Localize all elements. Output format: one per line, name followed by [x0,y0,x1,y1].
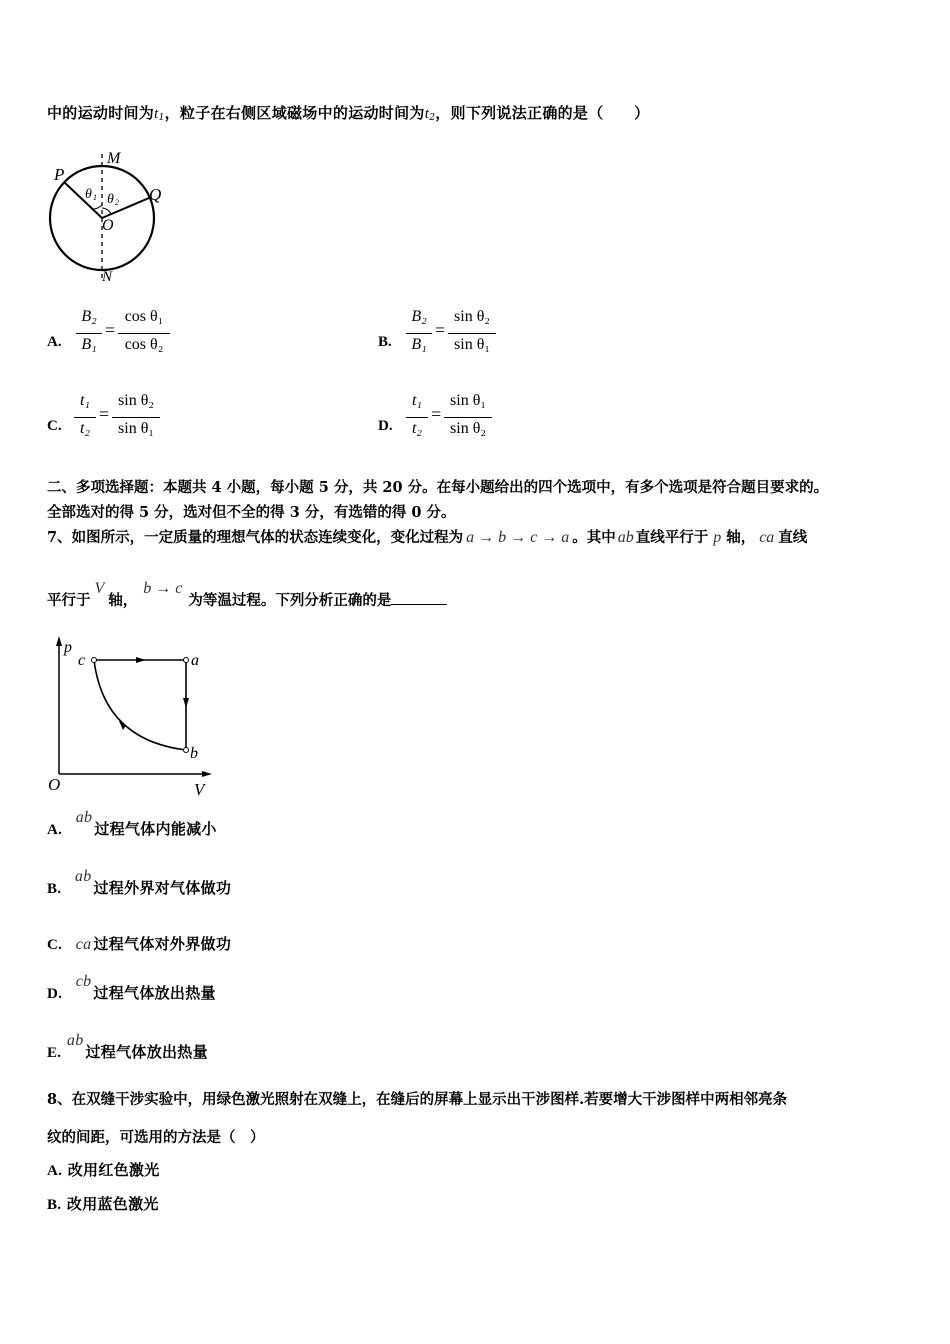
q7-option-d-proc: cb [75,973,92,990]
q7-option-c-proc: ca [75,936,92,953]
q6-option-b-lhs-den: B₁ [411,336,427,353]
q7-answer-blank[interactable] [391,592,447,605]
point-b [184,748,189,753]
q6-option-d-label[interactable]: D. [378,418,393,434]
q6-option-c-lhs-num: t₁ [79,392,90,409]
q6-option-c-eq: = [99,404,110,424]
q7-bc: b → c [143,580,183,597]
q8-line1: 8、在双缝干涉实验中，用绿色激光照射在双缝上，在缝后的屏幕上显示出干涉图样.若要增大干涉图样中两相邻亮条 [47,1091,788,1108]
bc-curve [94,660,186,750]
q8-option-a[interactable] [47,1159,160,1180]
q7-option-d-text: 过程气体放出热量 [93,984,216,1002]
q7-option-e-proc: ab [66,1032,84,1049]
q7-option-c[interactable] [47,933,231,954]
q7-line1-c: 直线平行于 [635,529,709,546]
q7-option-a-label: A. [47,822,63,838]
graph-label-a: a [191,652,199,669]
theta2-arc [102,208,111,214]
q6-option-c-rhs-den: sin θ₁ [118,420,154,437]
q7-option-e-label: E. [47,1045,62,1061]
q6-option-a-eq: = [105,320,116,340]
q8-option-b-text: 改用蓝色激光 [66,1195,159,1213]
label-theta1-sub: 1 [93,193,97,202]
q6-stem-part1: 中的运动时间为 [47,104,155,122]
q7-option-b[interactable] [47,868,232,898]
q7-line1-d: 轴， [726,529,756,546]
q7-option-b-label: B. [47,881,62,897]
q7-line2-c: 为等温过程。下列分析正确的是 [188,592,392,609]
q8-option-b-label: B. [47,1197,62,1213]
section2-line1: 二、多项选择题：本题共 4 小题，每小题 5 分，共 20 分。在每小题给出的四个选项中，有多个选项是符合题目要求的。 [47,479,829,496]
q6-option-a-label[interactable]: A. [47,334,62,350]
q7-option-a-proc: ab [75,809,93,826]
q6-option-a-rhs [116,308,172,358]
section2-line2: 全部选对的得 5 分，选对但不全的得 3 分，有选错的得 0 分。 [47,504,456,521]
label-theta1: θ [85,187,92,202]
q6-option-c-rhs-num: sin θ₂ [118,392,154,409]
q6-option-b-rhs-den: sin θ₁ [454,336,490,353]
q8-option-a-label: A. [47,1163,63,1179]
q7-option-e[interactable] [47,1032,208,1062]
q6-stem-part3: ，则下列说法正确的是（ ） [435,104,650,122]
graph-label-V: V [194,780,205,799]
label-Q: Q [149,185,162,204]
q7-option-a-text: 过程气体内能减小 [94,820,217,838]
q7-option-d[interactable] [47,973,216,1003]
q6-option-d-lhs-den: t₂ [411,420,422,437]
label-P: P [54,165,65,184]
point-a [184,658,189,663]
q6-t1: t [154,106,159,122]
q6-option-a-rhs-num: cos θ₁ [124,308,164,325]
q7-option-b-text: 过程外界对气体做功 [93,879,232,897]
q7-line1 [47,526,807,547]
point-c [92,658,97,663]
q7-ca: ca [759,529,775,546]
q7-line1-b: 。其中 [572,529,616,546]
label-O: O [102,217,114,234]
q6-option-d-lhs [404,392,430,442]
graph-label-c: c [78,652,86,669]
graph-label-p: p [64,639,72,656]
q6-option-d-rhs-num: sin θ₁ [450,392,486,409]
label-theta2: θ [107,192,114,207]
q6-t2-sub: 2 [429,113,436,123]
q7-line2 [47,580,447,610]
q7-line1-a: 7、如图所示，一定质量的理想气体的状态连续变化，变化过程为 [47,529,464,546]
q7-p-axis: p [713,529,722,546]
label-M: M [107,150,121,167]
q6-option-d-rhs-den: sin θ₂ [450,420,486,437]
q7-process: a → b → c → a [466,529,570,546]
q6-t2: t [424,106,430,122]
label-theta2-sub: 2 [115,198,119,207]
q8-option-b[interactable] [47,1193,159,1214]
q6-option-b-eq: = [435,320,446,340]
graph-label-b: b [190,745,198,762]
q6-t1-sub: 1 [158,113,165,123]
q6-option-c-lhs-den: t₂ [79,420,90,437]
q7-option-c-text: 过程气体对外界做功 [93,935,232,953]
graph-label-O: O [48,775,61,794]
q6-option-d-eq: = [431,404,442,424]
q6-circle-figure [45,148,175,288]
q7-ab: ab [617,529,634,546]
q7-option-a[interactable] [47,809,217,839]
v-axis-arrow [202,771,212,777]
q6-option-a-lhs-num: B₂ [81,308,97,325]
q6-option-a-rhs-den: cos θ₂ [124,336,164,353]
p-axis-arrow [56,636,62,646]
q6-option-c-rhs [110,392,162,442]
q6-option-b-lhs-num: B₂ [411,308,427,325]
q6-option-c-lhs [72,392,98,442]
q6-option-b-rhs [446,308,498,358]
ab-arrow [183,698,189,708]
q6-option-a-lhs [74,308,104,358]
q6-option-b-label[interactable]: B. [378,334,392,350]
q6-stem-part2: ，粒子在右侧区域磁场中的运动时间为 [164,104,425,122]
ca-arrow [136,657,146,663]
q7-V-axis: V [94,580,105,597]
theta1-arc [92,205,102,209]
q6-option-b-rhs-num: sin θ₂ [454,308,490,325]
q7-option-c-label: C. [47,937,63,953]
q8-option-a-text: 改用红色激光 [67,1161,160,1179]
label-N: N [102,269,113,285]
q7-line2-b: 轴， [108,592,138,609]
q7-option-d-label: D. [47,986,63,1002]
q7-line1-e: 直线 [778,529,808,546]
q6-option-d-rhs [442,392,494,442]
q6-option-c-label[interactable]: C. [47,418,62,434]
q7-pv-graph [42,632,222,802]
q6-option-a-lhs-den: B₁ [81,336,97,353]
q6-option-b-lhs [404,308,434,358]
q7-option-b-proc: ab [74,868,92,885]
q6-option-d-lhs-num: t₁ [411,392,422,409]
q7-line2-a: 平行于 [47,592,91,609]
q8-line2: 纹的间距，可选用的方法是（ ） [47,1129,265,1146]
q7-option-e-text: 过程气体放出热量 [85,1043,208,1061]
q6-stem [47,102,649,123]
